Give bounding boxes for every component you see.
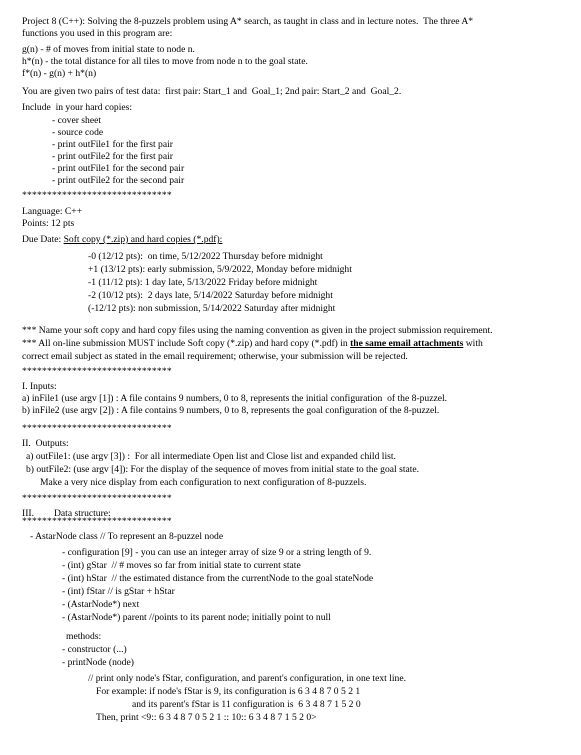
- naming-note: *** Name your soft copy and hard copy files using the naming convention as given in the project submission requirement.: [22, 325, 493, 336]
- method-comment: // print only node's fStar, configuration, and parent's configuration, in one text line.: [88, 673, 406, 684]
- include-heading: Include in your hard copies:: [22, 102, 133, 113]
- points-line: Points: 12 pts: [22, 218, 75, 229]
- include-item: - print outFile1 for the first pair: [52, 139, 173, 150]
- star-divider: ******************************: [22, 190, 172, 201]
- language-line: Language: C++: [22, 206, 83, 217]
- project-title-line: Project 8 (C++): Solving the 8-puzzels problem using A* search, as taught in class and in lecture notes. The three A*: [22, 16, 474, 27]
- submission-note-end: with: [463, 338, 483, 349]
- include-item: - print outFile2 for the first pair: [52, 151, 173, 162]
- example-line: For example: if node's fStar is 9, its configuration is 6 3 4 8 7 0 5 2 1: [96, 686, 361, 697]
- member-item: - (int) hStar // the estimated distance from the currentNode to the goal stateNode: [62, 573, 374, 584]
- output-a: a) outFile1: (use argv [3]) : For all intermediate Open list and Close list and expanded child list.: [26, 451, 396, 462]
- submission-note-text: *** All on-line submission MUST include Soft copy (*.zip) and hard copy (*.pdf) in: [22, 338, 351, 349]
- section-number: III.: [22, 508, 34, 519]
- star-divider: ******************************: [22, 366, 172, 377]
- grading-item: -1 (11/12 pts): 1 day late, 5/13/2022 Friday before midnight: [88, 277, 318, 288]
- output-b-note: Make a very nice display from each configuration to next configuration of 8-puzzels.: [40, 477, 367, 488]
- grading-item: +1 (13/12 pts): early submission, 5/9/2022, Monday before midnight: [88, 264, 352, 275]
- star-divider: ******************************: [22, 516, 172, 527]
- outputs-heading: II. Outputs:: [22, 438, 69, 449]
- example-line: and its parent's fStar is 11 configuration is 6 3 4 8 7 1 5 2 0: [132, 699, 361, 710]
- methods-heading: methods:: [66, 631, 102, 642]
- submission-note: [22, 338, 483, 350]
- same-email-emphasis: the same email attachments: [350, 338, 464, 349]
- astarnode-class-line: - AstarNode class // To represent an 8-puzzel node: [30, 531, 224, 542]
- formula-h: h*(n) - the total distance for all tiles to move from node n to the goal state.: [22, 56, 308, 67]
- member-item: - (int) gStar // # moves so far from initial state to current state: [62, 560, 301, 571]
- formula-f: f*(n) - g(n) + h*(n): [22, 68, 97, 79]
- include-item: - source code: [52, 127, 104, 138]
- example-print-line: Then, print <9:: 6 3 4 8 7 0 5 2 1 :: 10:: 6 3 4 8 7 1 5 2 0>: [96, 712, 317, 723]
- inputs-heading: I. Inputs:: [22, 381, 57, 392]
- section-title: Data structure:: [53, 508, 111, 519]
- test-data-line: You are given two pairs of test data: first pair: Start_1 and Goal_1; 2nd pair: Start_2 and Goal_2.: [22, 86, 402, 97]
- submission-note-cont: correct email subject as stated in the email requirement; otherwise, your submission will be rejected.: [22, 351, 408, 362]
- input-b: b) inFile2 (use argv [2]) : A file contains 9 numbers, 0 to 8, represents the goal configuration of the 8-puzzel.: [22, 405, 440, 416]
- input-a: a) inFile1 (use argv [1]) : A file contains 9 numbers, 0 to 8, represents the initial configuration of the 8-puzzel.: [22, 393, 448, 404]
- member-item: - (AstarNode*) parent //points to its parent node; initially point to null: [62, 612, 331, 623]
- output-b: b) outFile2: (use argv [4]): For the display of the sequence of moves from initial state to the goal state.: [26, 464, 420, 475]
- grading-item: -2 (10/12 pts): 2 days late, 5/14/2022 Saturday before midnight: [88, 290, 333, 301]
- member-item: - (int) fStar // is gStar + hStar: [62, 586, 175, 597]
- member-item: - configuration [9] - you can use an integer array of size 9 or a string length of 9.: [62, 547, 372, 558]
- intro-line: functions you used in this program are:: [22, 28, 173, 39]
- grading-item: -0 (12/12 pts): on time, 5/12/2022 Thursday before midnight: [88, 251, 323, 262]
- method-item: - constructor (...): [62, 644, 127, 655]
- due-date-line: [22, 234, 222, 246]
- include-item: - print outFile2 for the second pair: [52, 175, 185, 186]
- include-item: - cover sheet: [52, 115, 102, 126]
- due-date-heading: Soft copy (*.zip) and hard copies (*.pdf):: [63, 234, 223, 245]
- member-item: - (AstarNode*) next: [62, 599, 140, 610]
- formula-g: g(n) - # of moves from initial state to node n.: [22, 44, 195, 55]
- include-item: - print outFile1 for the second pair: [52, 163, 185, 174]
- method-item: - printNode (node): [62, 657, 134, 668]
- due-date-label: Due Date:: [22, 234, 64, 245]
- star-divider: ******************************: [22, 423, 172, 434]
- grading-item: (-12/12 pts): non submission, 5/14/2022 Saturday after midnight: [88, 303, 336, 314]
- star-divider: ******************************: [22, 493, 172, 504]
